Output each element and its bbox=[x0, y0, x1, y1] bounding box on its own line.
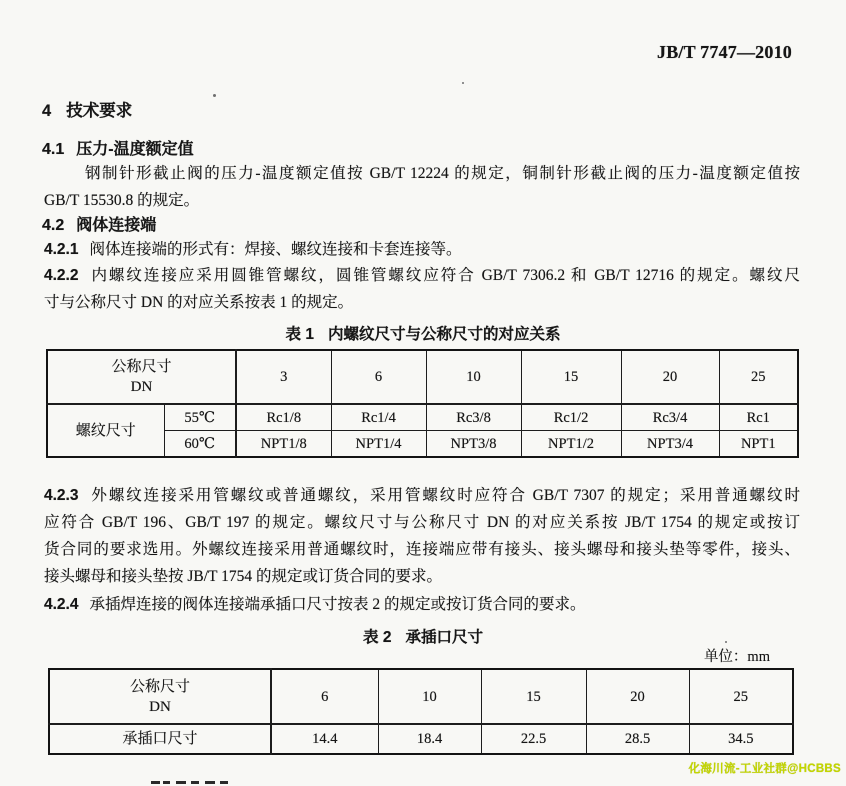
clause-number: 4.2.1 bbox=[44, 241, 79, 258]
section-4-heading bbox=[42, 97, 132, 121]
table1-55c-label: 55℃ bbox=[164, 404, 236, 431]
table1-rc-cell: Rc1/2 bbox=[521, 404, 621, 431]
section-4-2-heading bbox=[42, 212, 156, 235]
table1-npt-cell: NPT3/4 bbox=[621, 431, 719, 458]
table1-header-row bbox=[47, 350, 798, 404]
paragraph-4-1-line1: 钢制针形截止阀的压力-温度额定值按 GB/T 12224 的规定，铜制针形截止阀的压力-温度额定值按 bbox=[85, 165, 800, 182]
table2-unit-note: 单位：mm bbox=[703, 649, 770, 665]
clause-number: 4.2.4 bbox=[44, 596, 79, 613]
table1-rc-cell: Rc3/4 bbox=[621, 404, 719, 431]
clause-4-2-3-line3: 货合同的要求选用。外螺纹连接采用普通螺纹时，连接端应带有接头、接头螺母和接头垫等零件，接头、 bbox=[44, 541, 800, 558]
glyph-fragment bbox=[163, 781, 170, 784]
section-number: 4 bbox=[42, 102, 52, 120]
glyph-fragment bbox=[205, 781, 215, 784]
table1-dn-20: 20 bbox=[621, 350, 719, 404]
table2-row-label: 承插口尺寸 bbox=[49, 724, 271, 754]
forum-watermark: 化海川流-工业社群@HCBBS bbox=[688, 763, 841, 775]
table2-value: 22.5 bbox=[481, 724, 586, 754]
section-title: 技术要求 bbox=[66, 102, 133, 120]
section-title: 阀体连接端 bbox=[76, 217, 157, 234]
section-number: 4.1 bbox=[42, 141, 65, 158]
table2-dn-6: 6 bbox=[271, 669, 378, 724]
scan-speck bbox=[725, 641, 727, 643]
table2-header-line2: DN bbox=[149, 698, 171, 715]
table1-dn-3: 3 bbox=[236, 350, 331, 404]
clause-4-2-4 bbox=[44, 595, 586, 615]
table1-rc-cell: Rc3/8 bbox=[426, 404, 521, 431]
clause-text: 承插焊连接的阀体连接端承插口尺寸按表 2 的规定或按订货合同的要求。 bbox=[89, 596, 586, 613]
table1-header-line2: DN bbox=[130, 379, 153, 395]
table1-npt-cell: NPT1/4 bbox=[331, 431, 426, 458]
table2-header-line1: 公称尺寸 bbox=[129, 678, 190, 695]
glyph-fragment bbox=[191, 781, 199, 784]
table1-60c-label: 60℃ bbox=[164, 431, 236, 458]
table2-dn-25: 25 bbox=[689, 669, 793, 724]
table1-rc-cell: Rc1 bbox=[719, 404, 798, 431]
section-4-1-heading bbox=[42, 136, 194, 159]
table2-caption-title: 承插口尺寸 bbox=[405, 629, 483, 646]
scan-speck bbox=[462, 82, 464, 84]
table1-dn-6: 6 bbox=[331, 350, 426, 404]
clause-4-2-2-line1 bbox=[44, 266, 800, 286]
clause-text: 阀体连接端的形式有：焊接、螺纹连接和卡套连接等。 bbox=[89, 241, 462, 258]
glyph-fragment bbox=[151, 781, 160, 784]
glyph-fragment bbox=[220, 781, 228, 784]
glyph-fragment bbox=[176, 781, 186, 784]
table2-value: 14.4 bbox=[271, 724, 378, 754]
table1-caption-label: 表 1 bbox=[285, 326, 314, 343]
table2-caption-label: 表 2 bbox=[363, 629, 392, 646]
table2-header-dn-cell bbox=[49, 669, 271, 724]
table2-dn-15: 15 bbox=[481, 669, 586, 724]
clause-4-2-3-line1 bbox=[44, 486, 800, 506]
table1-rc-row bbox=[47, 404, 798, 431]
table1-header-dn-cell bbox=[47, 350, 236, 404]
table1-thread-sizes bbox=[46, 349, 799, 458]
clause-4-2-3-line2: 应符合 GB/T 196、GB/T 197 的规定。螺纹尺寸与公称尺寸 DN 的对应关系按 JB/T 1754 的规定或按订 bbox=[44, 514, 800, 531]
clause-number: 4.2.3 bbox=[44, 487, 79, 504]
table1-header-line1: 公称尺寸 bbox=[111, 359, 172, 375]
clipped-next-line bbox=[149, 779, 249, 786]
table2-dn-20: 20 bbox=[586, 669, 689, 724]
table1-dn-25: 25 bbox=[719, 350, 798, 404]
clause-text: 内螺纹连接应采用圆锥管螺纹，圆锥管螺纹应符合 GB/T 7306.2 和 GB/T 12716 的规定。螺纹尺 bbox=[89, 267, 800, 284]
section-title: 压力-温度额定值 bbox=[76, 141, 194, 158]
table2-dn-10: 10 bbox=[378, 669, 481, 724]
table2-value: 18.4 bbox=[378, 724, 481, 754]
table1-npt-cell: NPT1/2 bbox=[521, 431, 621, 458]
table1-dn-15: 15 bbox=[521, 350, 621, 404]
table1-rc-cell: Rc1/4 bbox=[331, 404, 426, 431]
table1-dn-10: 10 bbox=[426, 350, 521, 404]
clause-text: 外螺纹连接采用管螺纹或普通螺纹，采用管螺纹时应符合 GB/T 7307 的规定；采用普通螺纹时 bbox=[89, 487, 800, 504]
table1-npt-cell: NPT3/8 bbox=[426, 431, 521, 458]
clause-4-2-3-line4: 接头螺母和接头垫按 JB/T 1754 的规定或订货合同的要求。 bbox=[44, 568, 442, 585]
table1-caption bbox=[0, 322, 846, 344]
standard-number: JB/T 7747—2010 bbox=[657, 42, 792, 62]
table2-caption bbox=[0, 625, 846, 647]
table1-rc-cell: Rc1/8 bbox=[236, 404, 331, 431]
paragraph-4-1-line2: GB/T 15530.8 的规定。 bbox=[44, 192, 200, 209]
section-number: 4.2 bbox=[42, 217, 65, 234]
table2-value: 28.5 bbox=[586, 724, 689, 754]
table2-data-row bbox=[49, 724, 793, 754]
clause-4-2-1 bbox=[44, 240, 462, 260]
scan-speck bbox=[213, 94, 216, 97]
clause-4-2-2-line2: 寸与公称尺寸 DN 的对应关系按表 1 的规定。 bbox=[44, 294, 354, 311]
table2-value: 34.5 bbox=[689, 724, 793, 754]
table1-row-label: 螺纹尺寸 bbox=[47, 404, 164, 457]
table1-caption-title: 内螺纹尺寸与公称尺寸的对应关系 bbox=[327, 326, 561, 343]
table2-header-row bbox=[49, 669, 793, 724]
table2-socket-sizes bbox=[48, 668, 794, 755]
table1-npt-cell: NPT1 bbox=[719, 431, 798, 458]
clause-number: 4.2.2 bbox=[44, 267, 79, 284]
table1-npt-cell: NPT1/8 bbox=[236, 431, 331, 458]
